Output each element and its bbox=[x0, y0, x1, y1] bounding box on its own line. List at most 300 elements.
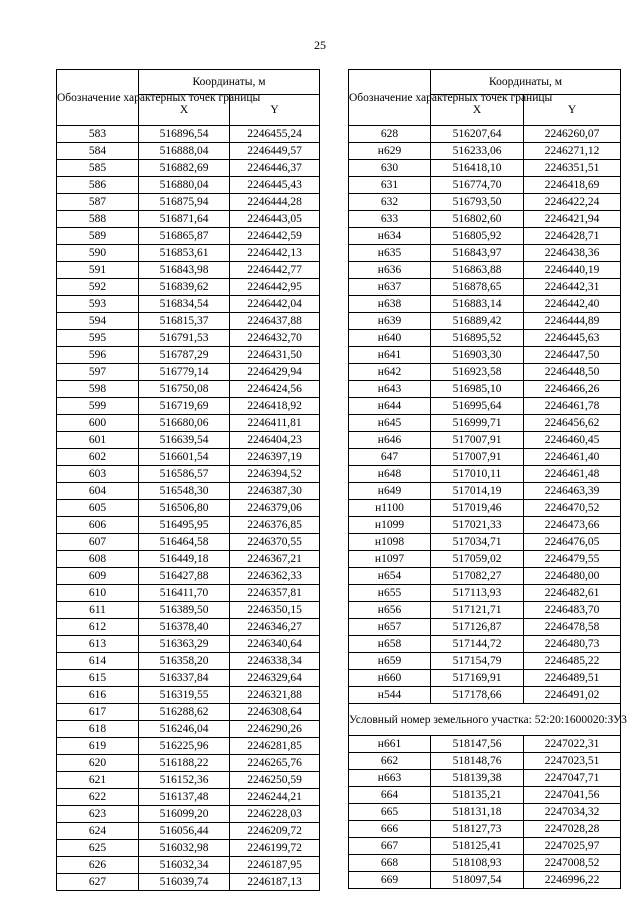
y-cell: 2246444,28 bbox=[230, 194, 320, 211]
y-cell: 2246281,85 bbox=[230, 738, 320, 755]
table-row bbox=[349, 619, 621, 636]
point-id-cell: н656 bbox=[349, 602, 431, 619]
point-id-cell: н639 bbox=[349, 313, 431, 330]
y-cell: 2246404,23 bbox=[230, 432, 320, 449]
table-row bbox=[349, 483, 621, 500]
x-cell: 517034,71 bbox=[431, 534, 524, 551]
y-cell: 2247008,52 bbox=[524, 855, 621, 872]
point-id-cell: 585 bbox=[57, 160, 139, 177]
table-row bbox=[349, 177, 621, 194]
x-cell: 516839,62 bbox=[139, 279, 230, 296]
point-id-cell: н634 bbox=[349, 228, 431, 245]
y-cell: 2246449,57 bbox=[230, 143, 320, 160]
y-cell: 2246362,33 bbox=[230, 568, 320, 585]
table-row bbox=[57, 568, 320, 585]
x-cell: 516791,53 bbox=[139, 330, 230, 347]
point-id-cell: 668 bbox=[349, 855, 431, 872]
point-id-cell: н654 bbox=[349, 568, 431, 585]
x-cell: 517007,91 bbox=[431, 449, 524, 466]
table-row bbox=[57, 687, 320, 704]
x-cell: 516843,98 bbox=[139, 262, 230, 279]
table-row bbox=[57, 347, 320, 364]
y-cell: 2246466,26 bbox=[524, 381, 621, 398]
point-id-cell: н643 bbox=[349, 381, 431, 398]
x-cell: 516805,92 bbox=[431, 228, 524, 245]
point-id-cell: 597 bbox=[57, 364, 139, 381]
point-id-cell: 602 bbox=[57, 449, 139, 466]
point-id-cell: 633 bbox=[349, 211, 431, 228]
table-row bbox=[349, 398, 621, 415]
y-cell: 2246437,88 bbox=[230, 313, 320, 330]
y-cell: 2246448,50 bbox=[524, 364, 621, 381]
y-cell: 2246482,61 bbox=[524, 585, 621, 602]
table-row bbox=[349, 364, 621, 381]
y-cell: 2246250,59 bbox=[230, 772, 320, 789]
table-row bbox=[57, 517, 320, 534]
y-cell: 2246357,81 bbox=[230, 585, 320, 602]
point-id-cell: н640 bbox=[349, 330, 431, 347]
x-cell: 516882,69 bbox=[139, 160, 230, 177]
x-cell: 516495,95 bbox=[139, 517, 230, 534]
y-cell: 2246187,13 bbox=[230, 874, 320, 891]
header-coordinates: Координаты, м bbox=[139, 70, 320, 95]
x-cell: 516774,70 bbox=[431, 177, 524, 194]
table-row bbox=[349, 670, 621, 687]
point-id-cell: н657 bbox=[349, 619, 431, 636]
table-row bbox=[57, 670, 320, 687]
table-row bbox=[349, 143, 621, 160]
x-cell: 517126,87 bbox=[431, 619, 524, 636]
table-row bbox=[57, 296, 320, 313]
point-id-cell: 619 bbox=[57, 738, 139, 755]
point-id-cell: 628 bbox=[349, 126, 431, 143]
y-cell: 2247025,97 bbox=[524, 838, 621, 855]
y-cell: 2246444,89 bbox=[524, 313, 621, 330]
y-cell: 2246442,13 bbox=[230, 245, 320, 262]
y-cell: 2246394,52 bbox=[230, 466, 320, 483]
y-cell: 2246428,71 bbox=[524, 228, 621, 245]
table-row bbox=[57, 313, 320, 330]
y-cell: 2246478,58 bbox=[524, 619, 621, 636]
y-cell: 2246432,70 bbox=[230, 330, 320, 347]
table-row bbox=[349, 126, 621, 143]
point-id-cell: 610 bbox=[57, 585, 139, 602]
point-id-cell: 595 bbox=[57, 330, 139, 347]
table-row bbox=[349, 585, 621, 602]
y-cell: 2246489,51 bbox=[524, 670, 621, 687]
point-id-cell: 611 bbox=[57, 602, 139, 619]
table-row bbox=[349, 296, 621, 313]
x-cell: 516853,61 bbox=[139, 245, 230, 262]
y-cell: 2246485,22 bbox=[524, 653, 621, 670]
x-cell: 516363,29 bbox=[139, 636, 230, 653]
point-id-cell: 594 bbox=[57, 313, 139, 330]
y-cell: 2246418,92 bbox=[230, 398, 320, 415]
x-cell: 516358,20 bbox=[139, 653, 230, 670]
x-cell: 516719,69 bbox=[139, 398, 230, 415]
y-cell: 2246461,40 bbox=[524, 449, 621, 466]
point-id-cell: 593 bbox=[57, 296, 139, 313]
table-row bbox=[57, 823, 320, 840]
y-cell: 2246429,94 bbox=[230, 364, 320, 381]
x-cell: 516152,36 bbox=[139, 772, 230, 789]
point-id-cell: 587 bbox=[57, 194, 139, 211]
x-cell: 516923,58 bbox=[431, 364, 524, 381]
table-row bbox=[57, 704, 320, 721]
point-id-cell: н636 bbox=[349, 262, 431, 279]
x-cell: 517113,93 bbox=[431, 585, 524, 602]
y-cell: 2246260,07 bbox=[524, 126, 621, 143]
x-cell: 516246,04 bbox=[139, 721, 230, 738]
x-cell: 518131,18 bbox=[431, 804, 524, 821]
y-cell: 2246442,59 bbox=[230, 228, 320, 245]
header-y: Y bbox=[524, 95, 621, 126]
x-cell: 517144,72 bbox=[431, 636, 524, 653]
table-row bbox=[349, 687, 621, 704]
table-row bbox=[57, 534, 320, 551]
x-cell: 516039,74 bbox=[139, 874, 230, 891]
point-id-cell: 615 bbox=[57, 670, 139, 687]
table-row bbox=[349, 838, 621, 855]
table-row bbox=[57, 874, 320, 891]
y-cell: 2246411,81 bbox=[230, 415, 320, 432]
x-cell: 516188,22 bbox=[139, 755, 230, 772]
x-cell: 516865,87 bbox=[139, 228, 230, 245]
point-id-cell: 598 bbox=[57, 381, 139, 398]
x-cell: 516889,42 bbox=[431, 313, 524, 330]
x-cell: 516506,80 bbox=[139, 500, 230, 517]
x-cell: 516449,18 bbox=[139, 551, 230, 568]
y-cell: 2246480,00 bbox=[524, 568, 621, 585]
table-row bbox=[57, 228, 320, 245]
x-cell: 518108,93 bbox=[431, 855, 524, 872]
left-table-body bbox=[57, 126, 320, 891]
point-id-cell: н638 bbox=[349, 296, 431, 313]
x-cell: 516680,06 bbox=[139, 415, 230, 432]
x-cell: 518125,41 bbox=[431, 838, 524, 855]
point-id-cell: 612 bbox=[57, 619, 139, 636]
x-cell: 516586,57 bbox=[139, 466, 230, 483]
point-id-cell: 601 bbox=[57, 432, 139, 449]
point-id-cell: 586 bbox=[57, 177, 139, 194]
point-id-cell: 603 bbox=[57, 466, 139, 483]
table-row bbox=[349, 347, 621, 364]
point-id-cell: н660 bbox=[349, 670, 431, 687]
table-row bbox=[57, 126, 320, 143]
table-row bbox=[349, 381, 621, 398]
y-cell: 2246346,27 bbox=[230, 619, 320, 636]
x-cell: 518147,56 bbox=[431, 736, 524, 753]
y-cell: 2246442,95 bbox=[230, 279, 320, 296]
y-cell: 2246447,50 bbox=[524, 347, 621, 364]
y-cell: 2246329,64 bbox=[230, 670, 320, 687]
x-cell: 516896,54 bbox=[139, 126, 230, 143]
x-cell: 516032,98 bbox=[139, 840, 230, 857]
y-cell: 2246370,55 bbox=[230, 534, 320, 551]
x-cell: 516548,30 bbox=[139, 483, 230, 500]
table-row bbox=[349, 279, 621, 296]
x-cell: 517019,46 bbox=[431, 500, 524, 517]
table-row bbox=[349, 804, 621, 821]
y-cell: 2246424,56 bbox=[230, 381, 320, 398]
y-cell: 2246442,77 bbox=[230, 262, 320, 279]
point-id-cell: н1097 bbox=[349, 551, 431, 568]
point-id-cell: н1098 bbox=[349, 534, 431, 551]
x-cell: 516995,64 bbox=[431, 398, 524, 415]
y-cell: 2246350,15 bbox=[230, 602, 320, 619]
table-row bbox=[349, 330, 621, 347]
table-row bbox=[57, 160, 320, 177]
table-row bbox=[349, 500, 621, 517]
point-id-cell: 664 bbox=[349, 787, 431, 804]
table-row bbox=[57, 721, 320, 738]
land-plot-caption: Условный номер земельного участка: 52:20:1600020:ЗУ3 bbox=[349, 704, 621, 736]
header-point-id: Обозначение характерных точек границы bbox=[349, 70, 431, 126]
x-cell: 517059,02 bbox=[431, 551, 524, 568]
table-row bbox=[57, 789, 320, 806]
right-table-body bbox=[349, 126, 621, 704]
point-id-cell: 588 bbox=[57, 211, 139, 228]
y-cell: 2246271,12 bbox=[524, 143, 621, 160]
point-id-cell: н644 bbox=[349, 398, 431, 415]
point-id-cell: 616 bbox=[57, 687, 139, 704]
x-cell: 516999,71 bbox=[431, 415, 524, 432]
point-id-cell: н649 bbox=[349, 483, 431, 500]
table-row bbox=[349, 449, 621, 466]
y-cell: 2247034,32 bbox=[524, 804, 621, 821]
coordinates-table-right bbox=[348, 69, 627, 889]
point-id-cell: 608 bbox=[57, 551, 139, 568]
x-cell: 516418,10 bbox=[431, 160, 524, 177]
x-cell: 518139,38 bbox=[431, 770, 524, 787]
table-row bbox=[57, 738, 320, 755]
point-id-cell: н1099 bbox=[349, 517, 431, 534]
point-id-cell: 605 bbox=[57, 500, 139, 517]
point-id-cell: 620 bbox=[57, 755, 139, 772]
y-cell: 2246443,05 bbox=[230, 211, 320, 228]
point-id-cell: 665 bbox=[349, 804, 431, 821]
y-cell: 2246480,73 bbox=[524, 636, 621, 653]
x-cell: 516843,97 bbox=[431, 245, 524, 262]
point-id-cell: 618 bbox=[57, 721, 139, 738]
table-row bbox=[57, 806, 320, 823]
x-cell: 516233,06 bbox=[431, 143, 524, 160]
x-cell: 517178,66 bbox=[431, 687, 524, 704]
table-row bbox=[349, 534, 621, 551]
point-id-cell: н659 bbox=[349, 653, 431, 670]
x-cell: 516056,44 bbox=[139, 823, 230, 840]
table-row bbox=[57, 449, 320, 466]
point-id-cell: 666 bbox=[349, 821, 431, 838]
table-row bbox=[57, 194, 320, 211]
point-id-cell: 667 bbox=[349, 838, 431, 855]
x-cell: 516601,54 bbox=[139, 449, 230, 466]
point-id-cell: н1100 bbox=[349, 500, 431, 517]
x-cell: 518127,73 bbox=[431, 821, 524, 838]
table-row bbox=[349, 313, 621, 330]
y-cell: 2246397,19 bbox=[230, 449, 320, 466]
y-cell: 2246244,21 bbox=[230, 789, 320, 806]
point-id-cell: н544 bbox=[349, 687, 431, 704]
x-cell: 516815,37 bbox=[139, 313, 230, 330]
header-point-id: Обозначение характерных точек границы bbox=[57, 70, 139, 126]
point-id-cell: н641 bbox=[349, 347, 431, 364]
point-id-cell: 592 bbox=[57, 279, 139, 296]
table-row bbox=[349, 855, 621, 872]
table-row bbox=[349, 770, 621, 787]
point-id-cell: 625 bbox=[57, 840, 139, 857]
table-row bbox=[57, 772, 320, 789]
table-row bbox=[349, 736, 621, 753]
y-cell: 2246456,62 bbox=[524, 415, 621, 432]
x-cell: 516985,10 bbox=[431, 381, 524, 398]
table-row bbox=[349, 568, 621, 585]
point-id-cell: 583 bbox=[57, 126, 139, 143]
x-cell: 516464,58 bbox=[139, 534, 230, 551]
table-row bbox=[57, 619, 320, 636]
table-row bbox=[57, 398, 320, 415]
table-row bbox=[57, 483, 320, 500]
x-cell: 516793,50 bbox=[431, 194, 524, 211]
y-cell: 2246351,51 bbox=[524, 160, 621, 177]
x-cell: 518148,76 bbox=[431, 753, 524, 770]
header-x: X bbox=[431, 95, 524, 126]
point-id-cell: 631 bbox=[349, 177, 431, 194]
x-cell: 517154,79 bbox=[431, 653, 524, 670]
y-cell: 2246996,22 bbox=[524, 872, 621, 889]
table-row bbox=[57, 177, 320, 194]
point-id-cell: 589 bbox=[57, 228, 139, 245]
table-row bbox=[57, 857, 320, 874]
header-y: Y bbox=[230, 95, 320, 126]
x-cell: 516878,65 bbox=[431, 279, 524, 296]
table-row bbox=[57, 279, 320, 296]
point-id-cell: н646 bbox=[349, 432, 431, 449]
point-id-cell: 647 bbox=[349, 449, 431, 466]
y-cell: 2246461,48 bbox=[524, 466, 621, 483]
y-cell: 2246265,76 bbox=[230, 755, 320, 772]
point-id-cell: 624 bbox=[57, 823, 139, 840]
y-cell: 2246308,64 bbox=[230, 704, 320, 721]
y-cell: 2246442,31 bbox=[524, 279, 621, 296]
y-cell: 2246290,26 bbox=[230, 721, 320, 738]
table-row bbox=[57, 364, 320, 381]
point-id-cell: 591 bbox=[57, 262, 139, 279]
table-row bbox=[349, 262, 621, 279]
x-cell: 516875,94 bbox=[139, 194, 230, 211]
x-cell: 517082,27 bbox=[431, 568, 524, 585]
point-id-cell: н629 bbox=[349, 143, 431, 160]
table-row bbox=[349, 653, 621, 670]
point-id-cell: н637 bbox=[349, 279, 431, 296]
table-row bbox=[57, 755, 320, 772]
table-row bbox=[57, 636, 320, 653]
x-cell: 516903,30 bbox=[431, 347, 524, 364]
point-id-cell: 669 bbox=[349, 872, 431, 889]
x-cell: 516411,70 bbox=[139, 585, 230, 602]
point-id-cell: 609 bbox=[57, 568, 139, 585]
x-cell: 516834,54 bbox=[139, 296, 230, 313]
x-cell: 516883,14 bbox=[431, 296, 524, 313]
table-row bbox=[349, 432, 621, 449]
y-cell: 2246463,39 bbox=[524, 483, 621, 500]
y-cell: 2246418,69 bbox=[524, 177, 621, 194]
x-cell: 516427,88 bbox=[139, 568, 230, 585]
point-id-cell: 613 bbox=[57, 636, 139, 653]
table-row bbox=[57, 432, 320, 449]
point-id-cell: 623 bbox=[57, 806, 139, 823]
point-id-cell: 630 bbox=[349, 160, 431, 177]
point-id-cell: н635 bbox=[349, 245, 431, 262]
x-cell: 517169,91 bbox=[431, 670, 524, 687]
y-cell: 2246446,37 bbox=[230, 160, 320, 177]
point-id-cell: н648 bbox=[349, 466, 431, 483]
point-id-cell: 596 bbox=[57, 347, 139, 364]
table-row bbox=[349, 551, 621, 568]
x-cell: 516880,04 bbox=[139, 177, 230, 194]
table-row bbox=[57, 262, 320, 279]
y-cell: 2247023,51 bbox=[524, 753, 621, 770]
table-row bbox=[349, 245, 621, 262]
y-cell: 2246442,40 bbox=[524, 296, 621, 313]
point-id-cell: 622 bbox=[57, 789, 139, 806]
point-id-cell: 584 bbox=[57, 143, 139, 160]
table-row bbox=[349, 466, 621, 483]
x-cell: 516871,64 bbox=[139, 211, 230, 228]
y-cell: 2246338,34 bbox=[230, 653, 320, 670]
y-cell: 2246187,95 bbox=[230, 857, 320, 874]
point-id-cell: 627 bbox=[57, 874, 139, 891]
x-cell: 517014,19 bbox=[431, 483, 524, 500]
y-cell: 2247022,31 bbox=[524, 736, 621, 753]
header-coordinates: Координаты, м bbox=[431, 70, 621, 95]
table-row bbox=[57, 211, 320, 228]
table-row bbox=[349, 787, 621, 804]
table-row bbox=[57, 245, 320, 262]
x-cell: 516225,96 bbox=[139, 738, 230, 755]
x-cell: 516750,08 bbox=[139, 381, 230, 398]
y-cell: 2246367,21 bbox=[230, 551, 320, 568]
x-cell: 517007,91 bbox=[431, 432, 524, 449]
y-cell: 2246479,55 bbox=[524, 551, 621, 568]
point-id-cell: 600 bbox=[57, 415, 139, 432]
right-table-body-second-plot bbox=[349, 736, 621, 889]
x-cell: 516888,04 bbox=[139, 143, 230, 160]
point-id-cell: 607 bbox=[57, 534, 139, 551]
table-row bbox=[349, 821, 621, 838]
y-cell: 2246209,72 bbox=[230, 823, 320, 840]
point-id-cell: 614 bbox=[57, 653, 139, 670]
table-row bbox=[349, 194, 621, 211]
y-cell: 2246228,03 bbox=[230, 806, 320, 823]
table-row bbox=[57, 602, 320, 619]
y-cell: 2246455,24 bbox=[230, 126, 320, 143]
y-cell: 2246483,70 bbox=[524, 602, 621, 619]
table-row bbox=[349, 415, 621, 432]
table-row bbox=[349, 517, 621, 534]
point-id-cell: 617 bbox=[57, 704, 139, 721]
point-id-cell: 606 bbox=[57, 517, 139, 534]
point-id-cell: 604 bbox=[57, 483, 139, 500]
table-row bbox=[57, 466, 320, 483]
point-id-cell: н645 bbox=[349, 415, 431, 432]
y-cell: 2246422,24 bbox=[524, 194, 621, 211]
x-cell: 516207,64 bbox=[431, 126, 524, 143]
table-row bbox=[349, 160, 621, 177]
x-cell: 516337,84 bbox=[139, 670, 230, 687]
y-cell: 2246445,43 bbox=[230, 177, 320, 194]
x-cell: 516389,50 bbox=[139, 602, 230, 619]
